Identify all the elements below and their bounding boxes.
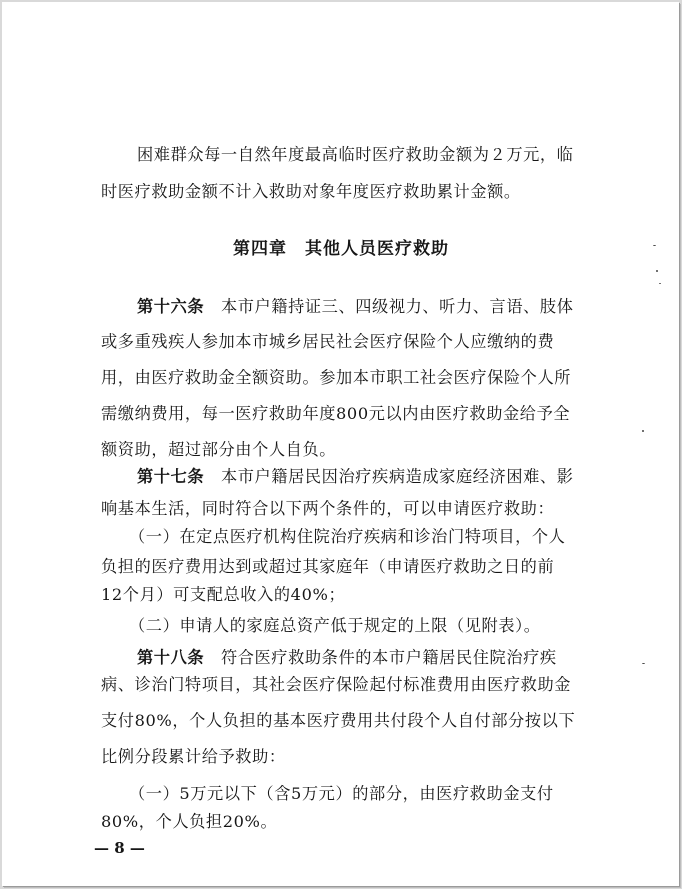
article-16-label: 第十六条 — [137, 297, 205, 316]
text-line: 需缴纳费用，每一医疗救助年度800元以内由医疗救助金给予全 — [101, 404, 571, 423]
article-17-label: 第十七条 — [137, 467, 205, 486]
document-body — [2, 2, 679, 886]
article-17-first-line — [137, 467, 573, 487]
text-line: 支付80%，个人负担的基本医疗费用共付段个人自付部分按以下 — [101, 711, 576, 730]
scan-speck — [656, 270, 658, 272]
text-line: 或多重残疾人参加本市城乡居民社会医疗保险个人应缴纳的费 — [101, 332, 555, 351]
scan-speck — [642, 430, 644, 432]
text-line: 困难群众每一自然年度最高临时医疗救助金额为２万元，临 — [137, 145, 574, 164]
text-line: 病、诊治门特项目，其社会医疗保险起付标准费用由医疗救助金 — [101, 675, 572, 694]
document-page — [2, 2, 679, 886]
scan-speck — [659, 283, 661, 284]
text-line: 负担的医疗费用达到或超过其家庭年（申请医疗救助之日的前 — [101, 557, 555, 576]
text-line: （一）5万元以下（含5万元）的部分，由医疗救助金支付 — [129, 784, 554, 803]
article-16-text: 本市户籍持证三、四级视力、听力、言语、肢体 — [204, 297, 574, 316]
text-line: （一）在定点医疗机构住院治疗疾病和诊治门特项目，个人 — [129, 527, 566, 546]
scan-speck — [642, 663, 645, 664]
text-line: 用，由医疗救助金全额资助。参加本市职工社会医疗保险个人所 — [101, 368, 572, 387]
article-18-text: 符合医疗救助条件的本市户籍居民住院治疗疾 — [204, 648, 557, 667]
article-18-label: 第十八条 — [137, 648, 205, 667]
text-line: 额资助，超过部分由个人自负。 — [101, 440, 337, 459]
chapter-title: 第四章 其他人员医疗救助 — [233, 239, 449, 259]
text-line: （二）申请人的家庭总资产低于规定的上限（见附表）。 — [129, 616, 541, 635]
page-number: — 8 — — [94, 839, 145, 857]
article-17-text: 本市户籍居民因治疗疾病造成家庭经济困难、影 — [204, 467, 574, 486]
scan-speck — [653, 245, 656, 246]
text-line: 80%，个人负担20%。 — [101, 812, 278, 831]
text-line: 响基本生活，同时符合以下两个条件的，可以申请医疗救助： — [101, 499, 555, 518]
text-line: 比例分段累计给予救助： — [101, 747, 286, 766]
text-line: 时医疗救助金额不计入救助对象年度医疗救助累计金额。 — [101, 182, 521, 201]
text-line: 12个月）可支配总收入的40%； — [101, 585, 346, 604]
article-16-first-line — [137, 297, 573, 317]
article-18-first-line — [137, 648, 557, 668]
